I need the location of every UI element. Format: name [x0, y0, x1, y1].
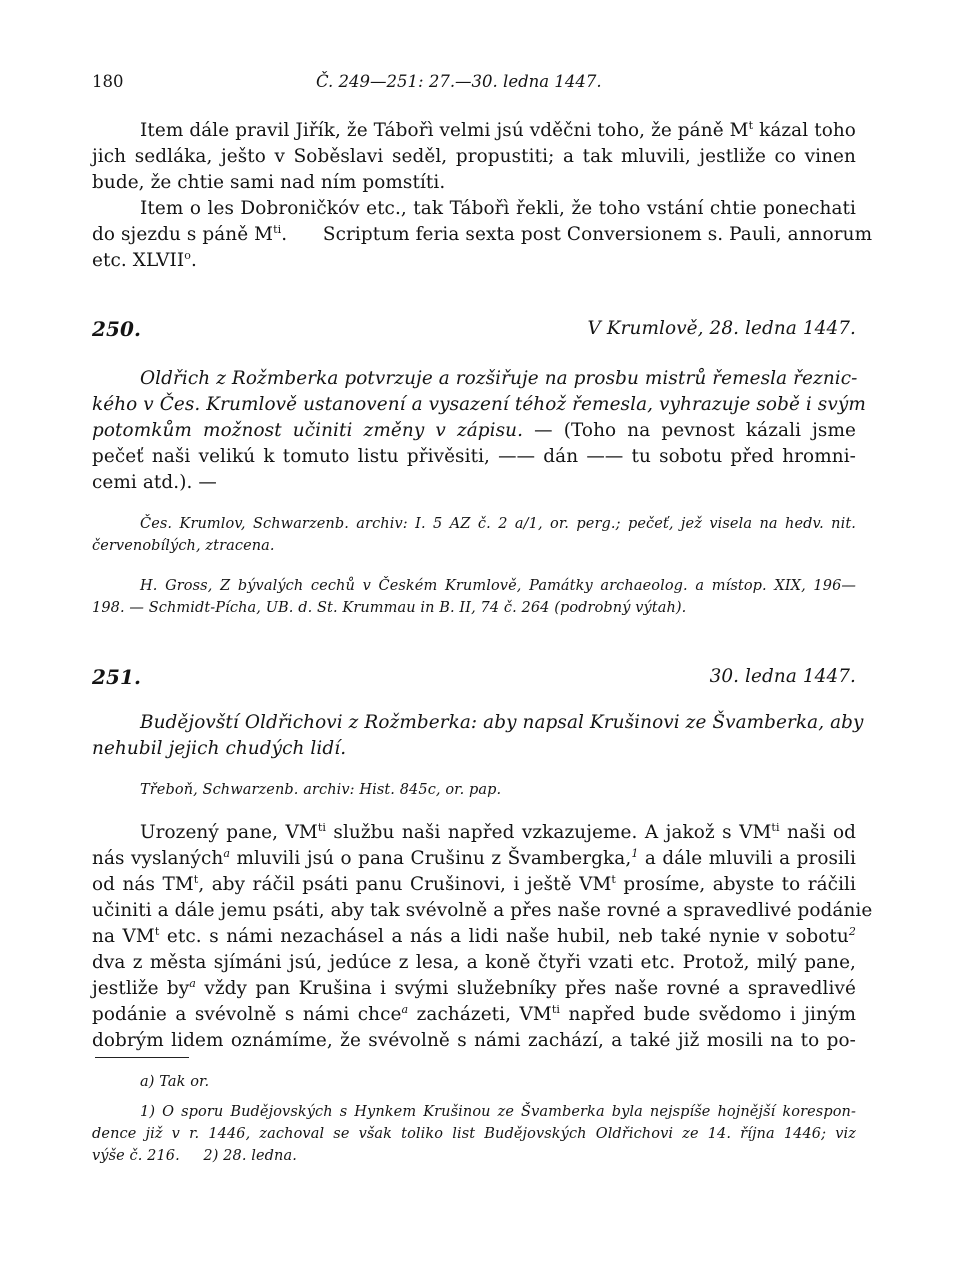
text-line: Item dále pravil Jiřík, že Tábořì velmi jsú vděčni toho, že páně $M^t$ kázal toho	[140, 118, 856, 141]
letter-line: Urozený pane, $VM^{ti}$ službu naši napřed vzkazujeme. A jakož s $VM^{ti}$ naši od	[140, 820, 856, 843]
text-line: etc. XLVII$^o$.	[92, 248, 197, 271]
letter-line: učiniti a dále jemu psáti, aby tak svévolně a přes naše rovné a spravedlivé podánie	[92, 900, 873, 921]
letter-line: jestliže $by^a$ vždy pan Krušina i svými služebníky přes naše rovné a spravedlivé	[92, 976, 856, 999]
archive-note: červenobílých, ztracena.	[92, 538, 275, 554]
literature-note: H. Gross, Z bývalých cechů v Českém Krumlově, Památky archaeolog. a místop. XIX, 196—	[140, 578, 856, 594]
letter-line: od nás $TM^t$, aby ráčil psáti panu Crušinovi, i ještě $VM^t$ prosíme, abyste to ráčili	[92, 872, 857, 895]
regest-line: pečeť naši velikú k tomuto listu přivěsiti, —— dán —— tu sobotu před hromni-	[92, 446, 856, 467]
footnote: a) Tak or.	[140, 1074, 210, 1090]
regest-line: cemi atd.). —	[92, 472, 217, 493]
footnote-divider	[95, 1057, 189, 1058]
footnote: 1) O sporu Budějovských s Hynkem Krušinou ze Švamberka byla nejspíše hojnější korespon-	[140, 1104, 856, 1120]
document-date: 30. ledna 1447.	[709, 666, 856, 687]
regest-line: kého v Čes. Krumlově ustanovení a vysazení téhož řemesla, vyhrazuje sobě i svým	[92, 394, 866, 415]
regest-line: Budějovští Oldřichovi z Rožmberka: aby napsal Krušinovi ze Švamberka, aby	[140, 712, 864, 733]
regest-line: Oldřich z Rožmberka potvrzuje a rozšiřuje na prosbu mistrů řemesla řeznic-	[140, 368, 858, 389]
text-line: bude, že chtie sami nad ním pomstíti.	[92, 172, 446, 193]
regest-line: nehubil jejich chudých lidí.	[92, 738, 347, 759]
letter-line: nás vyslaných$^a$ mluvili jsú o pana Crušinu z Švambergka,$^1$ a dále mluvili a prosili	[92, 846, 856, 869]
footnote: výše č. 216. 2) 28. ledna.	[92, 1148, 297, 1164]
letter-line: dobrým lidem oznámíme, že svévolně s námi zachází, a také již mosili na to po-	[92, 1030, 856, 1051]
text-line: do sjezdu s páně $M^{ti}$. Scriptum feria sexta post Conversionem s. Pauli, annorum	[92, 222, 873, 245]
literature-note: 198. — Schmidt-Pícha, UB. d. St. Krummau in B. II, 74 č. 264 (podrobný výtah).	[92, 600, 687, 616]
archive-note: Třeboň, Schwarzenb. archiv: Hist. 845c, or. pap.	[140, 782, 502, 798]
archive-note: Čes. Krumlov, Schwarzenb. archiv: I. 5 AZ č. 2 a/1, or. perg.; pečeť, jež visela na hedv. nit.	[140, 516, 856, 532]
letter-line: dva z města sjímáni jsú, jedúce z lesa, a koně čtyři vzati etc. Protož, milý pane,	[92, 952, 856, 973]
running-title: Č. 249—251: 27.—30. ledna 1447.	[316, 72, 602, 91]
text-line: jich sedláka, ješto v Soběslavi seděl, propustiti; a tak mluvili, jestliže co vinen	[92, 146, 856, 167]
document-number: 250.	[92, 317, 142, 341]
footnote: dence již v r. 1446, zachoval se však toliko list Budějovských Oldřichovi ze 14. října 1446; viz	[92, 1126, 856, 1142]
letter-line: na $VM^t$ etc. s námi nezachásel a nás a lidi naše hubil, neb také nynie v sobotu$^2$	[92, 924, 856, 947]
letter-line: podánie a svévolně s námi chce$^a$ zacházeti, $VM^{ti}$ napřed bude svědomo i jiným	[92, 1002, 856, 1025]
document-number: 251.	[92, 665, 142, 689]
regest-line: potomkům možnost učiniti změny v zápisu. — (Toho na pevnost kázali jsme	[92, 420, 856, 441]
text-line: Item o les Dobroničkóv etc., tak Tábořì řekli, že toho vstání chtie ponechati	[140, 198, 856, 219]
page-number: 180	[92, 72, 124, 91]
document-place-date: V Krumlově, 28. ledna 1447.	[587, 318, 856, 339]
